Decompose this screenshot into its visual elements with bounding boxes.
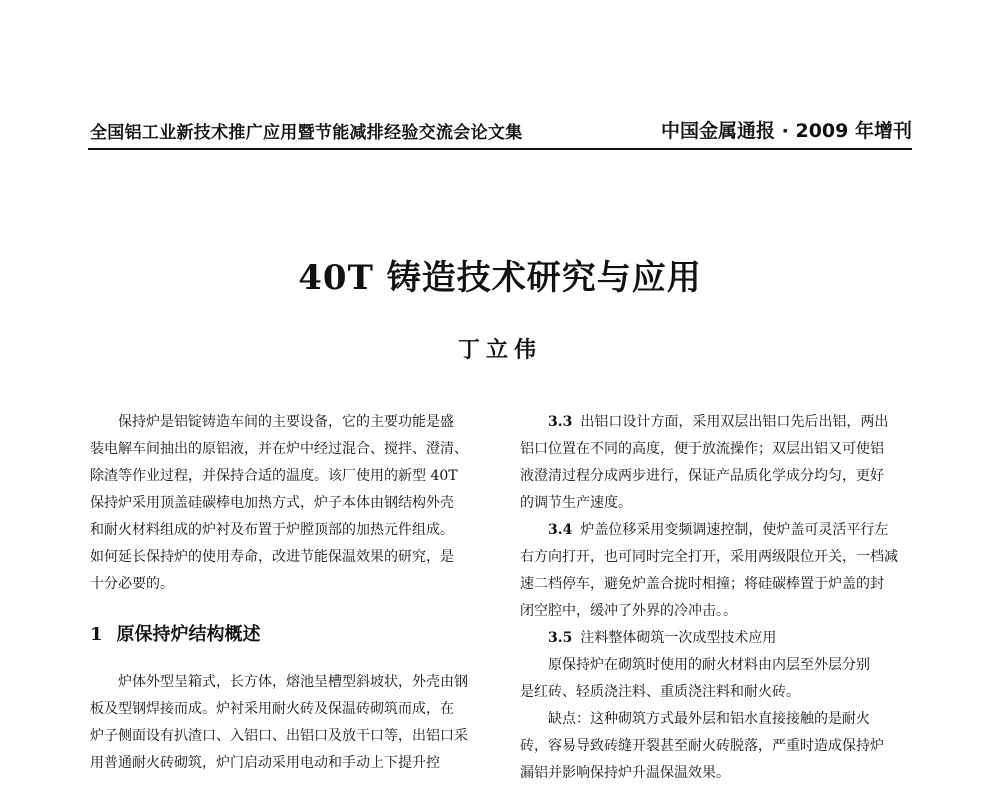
subsection-line: 漏铝并影响保持炉升温保温效果。 (520, 765, 730, 781)
subsection-line: 炉盖位移采用变频调速控制，使炉盖可灵活平行左 (580, 522, 889, 538)
intro-line: 装电解车间抽出的原铝液，并在炉中经过混合、搅拌、澄清、 (90, 441, 468, 457)
subsection-3-5-number: 3.5 (548, 630, 573, 646)
section-1-heading (90, 621, 490, 649)
intro-line: 十分必要的。 (90, 576, 174, 592)
subsection-line: 铝口位置在不同的高度，便于放流操作；双层出铝又可使铝 (520, 441, 884, 457)
subsection-3-4 (520, 517, 925, 544)
subsection-3-5 (520, 625, 925, 652)
section-1-line: 用普通耐火砖砌筑，炉门启动采用电动和手动上下提升控 (90, 755, 440, 771)
subsection-line: 速二档停车，避免炉盖合拢时相撞；将硅碳棒置于炉盖的封 (520, 576, 884, 592)
section-1-number: 1 (90, 624, 103, 645)
intro-line: 除渣等作业过程，并保持合适的温度。该厂使用的新型 40T (90, 468, 458, 484)
header-divider (88, 148, 912, 150)
right-column (520, 409, 925, 787)
subsection-line: 闭空腔中，缓冲了外界的冷冲击。。 (520, 603, 737, 619)
section-1-line: 炉体外型呈箱式，长方体，熔池呈槽型斜坡状，外壳由钢 (118, 674, 468, 690)
intro-line: 保持炉是铝锭铸造车间的主要设备，它的主要功能是盛 (118, 414, 454, 430)
subsection-line: 液澄清过程分成两步进行，保证产品质化学成分均匀，更好 (520, 468, 884, 484)
left-column (90, 409, 490, 777)
intro-line: 保持炉采用顶盖硅碳棒电加热方式，炉子本体由钢结构外壳 (90, 495, 454, 511)
subsection-line: 是红砖、轻质浇注料、重质浇注料和耐火砖。 (520, 684, 800, 700)
subsection-3-3 (520, 409, 925, 436)
subsection-3-3-number: 3.3 (548, 414, 573, 430)
section-1-line: 炉子侧面设有扒渣口、入铝口、出铝口及放干口等，出铝口采 (90, 728, 468, 744)
subsection-line: 砖，容易导致砖缝开裂甚至耐火砖脱落，严重时造成保持炉 (520, 738, 884, 754)
subsection-line: 缺点：这种砌筑方式最外层和铝水直接接触的是耐火 (548, 711, 870, 727)
section-1-title: 原保持炉结构概述 (116, 624, 261, 645)
intro-line: 和耐火材料组成的炉衬及布置于炉膛顶部的加热元件组成。 (90, 522, 454, 538)
subsection-3-4-number: 3.4 (548, 522, 573, 538)
paper-title: 40T 铸造技术研究与应用 (298, 258, 702, 298)
running-header-proceedings: 全国铝工业新技术推广应用暨节能减排经验交流会论文集 (90, 123, 523, 143)
intro-line: 如何延长保持炉的使用寿命，改进节能保温效果的研究，是 (90, 549, 454, 565)
subsection-line: 右方向打开，也可同时完全打开，采用两级限位开关，一档减 (520, 549, 898, 565)
subsection-line: 原保持炉在砌筑时使用的耐火材料由内层至外层分别 (548, 657, 870, 673)
subsection-3-5-title: 注料整体砌筑一次成型技术应用 (580, 630, 777, 646)
paper-author: 丁立伟 (457, 337, 542, 363)
subsection-line: 的调节生产速度。 (520, 495, 632, 511)
section-1-line: 板及型钢焊接而成。炉衬采用耐火砖及保温砖砌筑而成，在 (90, 701, 454, 717)
subsection-line: 出铝口设计方面，采用双层出铝口先后出铝，两出 (580, 414, 889, 430)
running-header-journal: 中国金属通报 · 2009 年增刊 (661, 120, 912, 142)
